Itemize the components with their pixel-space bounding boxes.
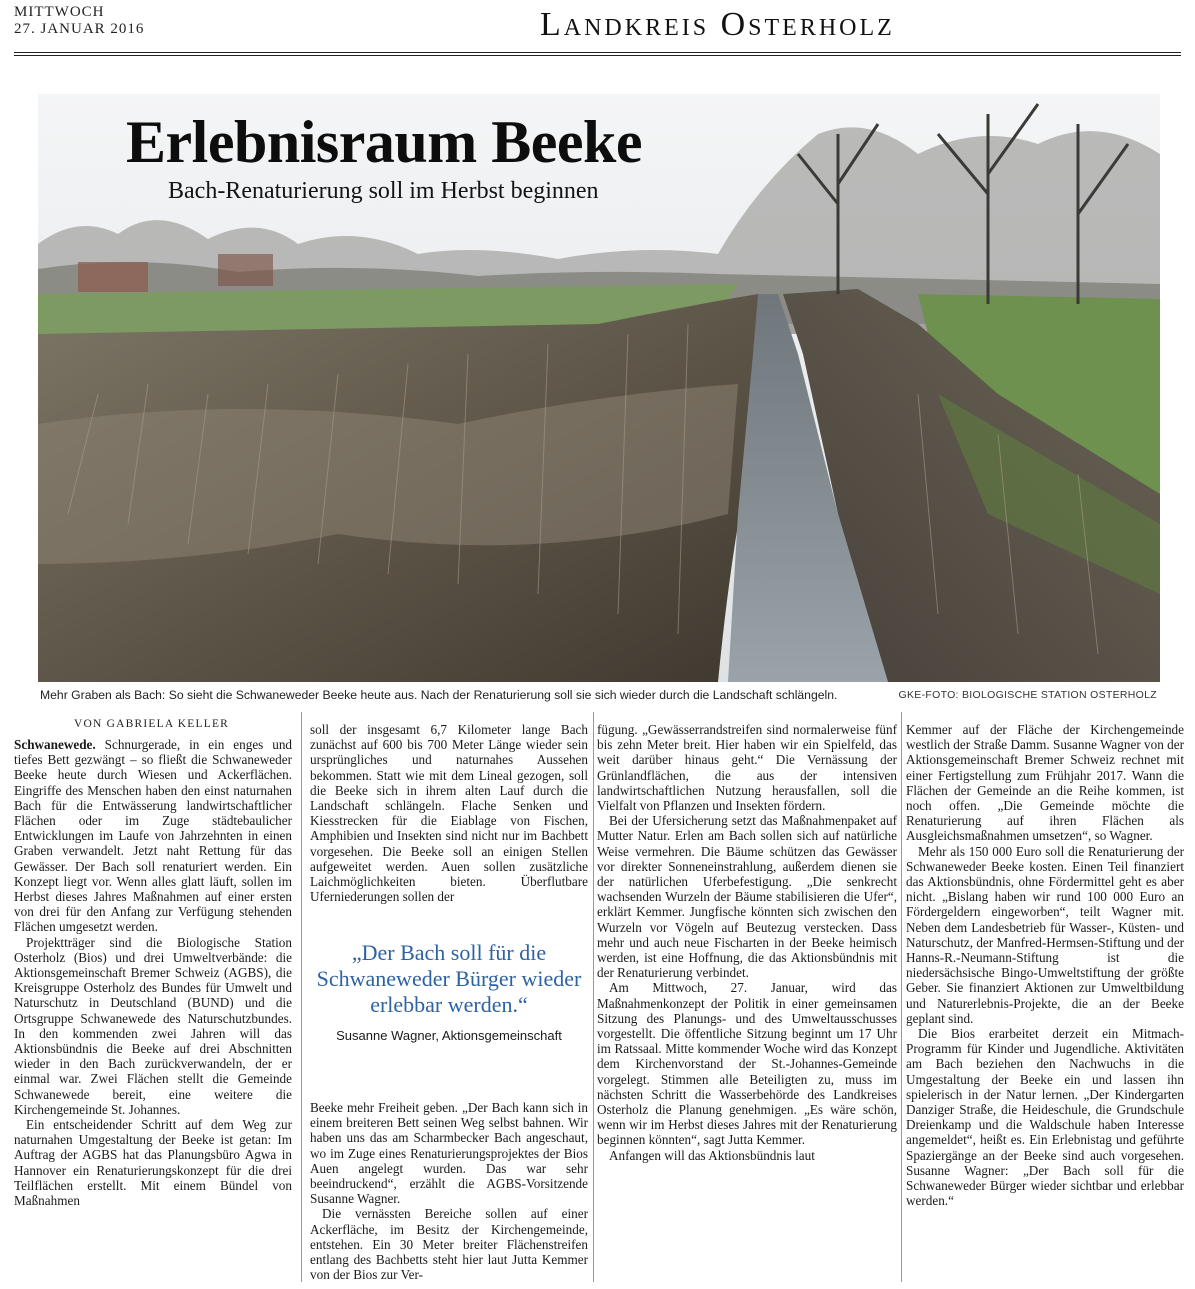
weekday: MITTWOCH (14, 4, 105, 20)
article-column-3 (597, 722, 897, 1282)
article-column-1 (14, 737, 292, 1282)
article-column-2-top (310, 722, 588, 914)
paragraph: Projektträger sind die Biologische Station Osterholz (Bios) und drei Umweltverbände: die Aktionsgemeinschaft Bremer Schweiz (AGBS), die Kreisgruppe Osterholz des Bundes für Umwelt und Naturschutz in Deutschland (BUND) und die Ortsgruppe Schwanewede des Naturschutzbundes. In den kommenden zwei Jahren will das Aktionsbündnis die Beeke auf drei Abschnitten wieder in den Bach zurückverwandeln, der er einmal war. Zwei Flächen stellt die Gemeinde Schwanewede bereit, eine weitere die Kirchengemeinde St. Johannes. (14, 934, 292, 1117)
header-rule (14, 52, 1181, 53)
article-column-2-bottom (310, 1100, 588, 1282)
dateline (14, 4, 144, 38)
paragraph: Kemmer auf der Fläche der Kirchengemeinde westlich der Straße Damm. Susanne Wagner von der Aktionsgemeinschaft Bremer Schweiz rechnet mit einer Fertigstellung zum Frühjahr 2017. Wann die Flächen der Gemeinde an die Reihe kommen, ist noch offen. „Die Gemeinde möchte die Renaturierung auf ihren Flächen als Ausgleichsmaßnahmen umsetzen“, so Wagner. (906, 722, 1184, 844)
photo-credit: GKE-FOTO: BIOLOGISCHE STATION OSTERHOLZ (898, 689, 1157, 701)
paragraph: Am Mittwoch, 27. Januar, wird das Maßnahmenkonzept der Politik in einer gemeinsamen Sitzung des Planungs- und des Umweltausschusses vorgestellt. Die öffentliche Sitzung beginnt um 17 Uhr im Ratssaal. Mitte kommender Woche wird das Konzept dem Kirchenvorstand der St.-Johannes-Gemeinde vorgelegt. Stimmen alle Beteiligten zu, muss im nächsten Schritt die Wasserbehörde des Landkreises Osterholz die Planung genehmigen. „Es wäre schön, wenn wir im Herbst dieses Jahres mit der Renaturierung beginnen könnten“, sagt Jutta Kemmer. (597, 980, 897, 1148)
paragraph: Die vernässten Bereiche sollen auf einer Ackerfläche, im Besitz der Kirchengemeinde, entstehen. Ein 30 Meter breiter Flächenstreifen entlang des Bachbetts steht hier laut Jutta Kemmer von der Bios zur Ver- (310, 1206, 588, 1282)
photo-caption: Mehr Graben als Bach: So sieht die Schwaneweder Beeke heute aus. Nach der Renaturierung soll sie sich wieder durch die Landschaft schlängeln. (40, 688, 838, 702)
paragraph: fügung. „Gewässerrandstreifen sind normalerweise fünf bis zehn Meter breit. Hier haben wir ein Spielfeld, das weit darüber hinaus geht.“ Die Vernässung der Grünlandflächen, die aus der intensiven landwirtschaftlichen Nutzung herausfallen, soll die Vielfalt von Pflanzen und Insekten fördern. (597, 722, 897, 814)
dateline-place: Schwanewede. (14, 737, 96, 752)
pull-quote-author: Susanne Wagner, Aktionsgemeinschaft (336, 1028, 562, 1043)
headline: Erlebnisraum Beeke (126, 109, 642, 175)
paragraph: Ein entscheidender Schritt auf dem Weg zur naturnahen Umgestaltung der Beeke ist getan: Im Auftrag der AGBS hat das Planungsbüro Agwa in Hannover ein Renaturierungskonzept für die drei Teilflächen erstellt. Mit einem Bündel von Maßnahmen (14, 1117, 292, 1209)
header-rule-thin (14, 55, 1181, 56)
article-column-4 (906, 722, 1184, 1282)
pull-quote-text: „Der Bach soll für die Schwaneweder Bürger wieder erlebbar werden.“ (316, 940, 582, 1017)
column-rule (593, 712, 594, 1282)
pull-quote (310, 940, 588, 1043)
paragraph: Beeke mehr Freiheit geben. „Der Bach kann sich in einem breiteren Bett seinen Weg selbst bahnen. Wir haben uns das am Scharmbecker Bach angeschaut, wo im Zuge eines Renaturierungsprojektes der Bios Auen angelegt wurden. Das war sehr beeindruckend“, erzählt die AGBS-Vorsitzende Susanne Wagner. (310, 1100, 588, 1207)
byline: VON GABRIELA KELLER (74, 718, 230, 730)
paragraph: Schwanewede. Schnurgerade, in ein enges und tiefes Bett gezwängt – so fließt die Schwaneweder Beeke heute durch Wiesen und Ackerflächen. Eingriffe des Menschen haben den einst naturnahen Bach für die Entwässerung landwirtschaftlicher Flächen oder im Zuge städtebaulicher Entwicklungen im Laufe von Jahrzehnten in einen Graben verwandelt. Jetzt naht Rettung für das Gewässer. Der Bach soll renaturiert werden. Ein Konzept liegt vor. Wenn alles glatt läuft, sollen im Herbst dieses Jahres Maßnahmen auf einer ersten von drei für den Anfang zur Verfügung stehenden Flächen umgesetzt werden. (14, 737, 292, 935)
subheadline: Bach-Renaturierung soll im Herbst beginnen (168, 178, 599, 204)
paragraph: Anfangen will das Aktionsbündnis laut (609, 1147, 815, 1163)
column-rule (901, 712, 902, 1282)
paragraph: Die Bios erarbeitet derzeit ein Mitmach-Programm für Kinder und Jugendliche. Aktivitäten am Bach beziehen den Nachwuchs in die Umgestaltung der Beeke ein und lassen ihn spielerisch in der Natur lernen. „Der Kindergarten Danziger Straße, die Heideschule, die Grundschule Dreienkamp und die Waldschule haben Interesse angemeldet“, heißt es. Ein Erlebnistag und geführte Spaziergänge an der Beeke sind auch vorgesehen. Susanne Wagner: „Der Bach soll für die Schwaneweder Bürger wieder sichtbar und erlebbar werden.“ (906, 1026, 1184, 1209)
paragraph: soll der insgesamt 6,7 Kilometer lange Bach zunächst auf 600 bis 700 Meter Länge wieder sein ursprüngliches und naturnahes Aussehen bekommen. Statt wie mit dem Lineal gezogen, soll die Beeke sich in ihrem alten Lauf durch die Landschaft schlängeln. Flache Senken und Kiesstrecken für die Eiablage von Fischen, Amphibien und Insekten sind nicht nur im Bachbett vorgesehen. Die Beeke soll an einigen Stellen aufgeweitet werden. Auen sollen zusätzliche Laichmöglichkeiten bieten. Überflutbare Uferniederungen sollen der (310, 722, 588, 905)
paragraph: Bei der Ufersicherung setzt das Maßnahmenpaket auf Mutter Natur. Erlen am Bach sollen sich auf natürliche Weise vermehren. Die Bäume schützen das Gewässer vor direkter Sonneneinstrahlung, außerdem dienen sie der natürlichen Uferbefestigung. „Die senkrecht wachsenden Wurzeln der Bäume stabilisieren die Ufer“, erklärt Kemmer. Jungfische könnten sich zwischen den Wurzeln vor Vögeln auf Beutezug verstecken. Dass mehr und auch neue Fischarten in der Beeke heimisch werden, ist eine Hoffnung, die das Aktionsbündnis mit der Renaturierung verbindet. (597, 813, 897, 981)
column-rule (301, 712, 302, 1282)
section-title: Landkreis Osterholz (540, 6, 895, 43)
issue-date: 27. JANUAR 2016 (14, 21, 145, 37)
paragraph: Mehr als 150 000 Euro soll die Renaturierung der Schwaneweder Beeke kosten. Einen Teil finanziert das Aktionsbündnis, ohne Fördermittel geht es aber nicht. „Bislang haben wir rund 100 000 Euro an Fördergeldern eingeworben“, teilt Wagner mit. Neben dem Landesbetrieb für Wasser-, Küsten- und Naturschutz, der Manfred-Hermsen-Stiftung und der Hanns-R.-Neumann-Stiftung ist die niedersächsische Bingo-Umweltstiftung der größte Geber. Sie finanziert Aktionen zur Umweltbildung und Naturerlebnis-Projekte, die an der Beeke geplant sind. (906, 843, 1184, 1026)
